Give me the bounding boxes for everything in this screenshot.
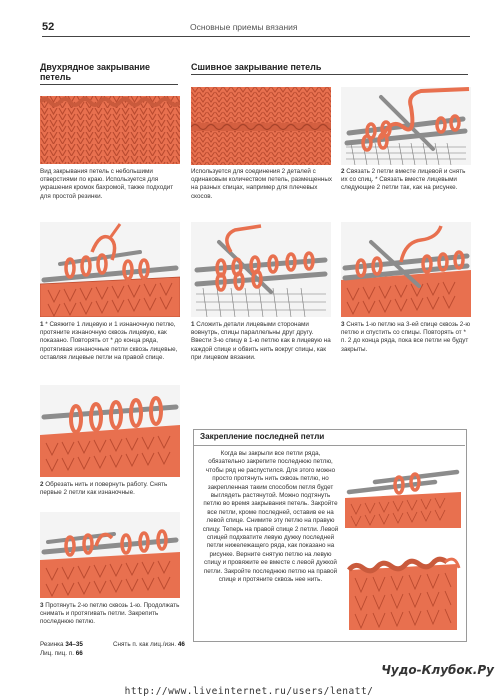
caption-step1-two-row-text: * Свяжите 1 лицевую и 1 изнаночную петлю, протяните изнаночную сквозь лицевую, как показано. Повторять от * до конца ряда, протягивая изнаночные петли сквозь лицевые, оставляя лицевые петли на правой спице. bbox=[40, 321, 178, 361]
caption-step2-two-row bbox=[40, 481, 182, 497]
footer-line2 bbox=[40, 650, 83, 658]
caption-step3-seam-text: Снять 1-ю петлю на 3-ей спице сквозь 2-ю петлю и спустить со спицы. Повторять от * п. 2 до конца ряда, пока все петли не будут закрыты. bbox=[341, 321, 471, 353]
caption-step2-two-row-text: Обрезать нить и повернуть работу. Снять первые 2 петли как изнаночные. bbox=[40, 481, 168, 497]
illustration-step3-seam bbox=[341, 222, 471, 317]
caption-edge-text: Вид закрывания петель с небольшими отверстиями по краю. Используется для украшения кромок бахромой, также подходит для простой резинки. bbox=[40, 168, 174, 200]
footer-ref-slip bbox=[113, 641, 185, 649]
footer-ref-knit-page: 66 bbox=[75, 650, 83, 657]
running-title: Основные приемы вязания bbox=[190, 22, 298, 32]
caption-step3-two-row bbox=[40, 602, 182, 627]
footer-ref-slip-label: Снять п. как лиц./изн. bbox=[113, 641, 177, 648]
section-title-seam: Сшивное закрывание петель bbox=[191, 62, 468, 75]
caption-step2-seam bbox=[341, 168, 471, 193]
section-title-two-row: Двухрядное закрывание петель bbox=[40, 62, 178, 85]
footer-ref-rib: Резинка bbox=[40, 641, 64, 648]
photo-edge-bind-off bbox=[40, 96, 180, 164]
info-box-text: Когда вы закрыли все петли ряда, обязательно закрепите последнюю петлю, чтобы ряд не распустился. Для этого можно просто протянуть нить сквозь петлю, но закрепленная таким способом петля будет выглядеть растянутой. Можно подтянуть петлю во время закрывания петель. Закройте все петли, кроме последней, оставив ее на левой спице. Снимите эту петлю на правую спицу. Теперь на правой спице 2 петли. Левой спицей подхватите левую дужку последней петли нижележащего ряда, как показано на рисунке. Верните снятую петлю на левую спицу и провяжите ее вместе с левой дужкой петли. Закройте последнюю петлю на правой спице и протяните сквозь нее нить. bbox=[202, 450, 339, 584]
illustration-last-stitch-needles bbox=[345, 452, 461, 528]
caption-edge bbox=[40, 168, 182, 201]
caption-step3-two-row-text: Протянуть 2-ю петлю сквозь 1-ю. Продолжать снимать и протягивать петли. Закрепить последнюю петлю. bbox=[40, 602, 180, 626]
illustration-step1-seam bbox=[191, 222, 331, 317]
footer-ref-slip-page: 46 bbox=[177, 641, 185, 648]
caption-step3-seam-num: 3 bbox=[341, 321, 345, 328]
footer-line1 bbox=[40, 641, 83, 649]
caption-step1-seam-num: 1 bbox=[191, 321, 195, 328]
info-box-title: Закрепление последней петли bbox=[200, 432, 325, 441]
caption-step2-two-row-num: 2 bbox=[40, 481, 44, 488]
illustration-last-stitch-edge bbox=[345, 550, 461, 630]
caption-step1-seam bbox=[191, 321, 333, 362]
site-logo: Чудо-Клубок.Ру bbox=[381, 663, 494, 677]
illustration-step2-two-row bbox=[40, 385, 180, 477]
caption-step2-seam-text: Связать 2 петли вместе лицевой и снять их со спиц. * Связать вместе лицевыми следующие 2 петли так, как на рисунке. bbox=[341, 168, 466, 192]
photo-seam-bind-off bbox=[191, 87, 331, 165]
caption-step2-seam-num: 2 bbox=[341, 168, 345, 175]
caption-step1-two-row-num: 1 bbox=[40, 321, 44, 328]
caption-step1-two-row bbox=[40, 321, 182, 362]
illustration-step3-two-row bbox=[40, 512, 180, 598]
caption-step1-seam-text: Сложить детали лицевыми сторонами вовнутрь, спицы параллельны друг другу. Ввести 3-ю спицу в 1-ю петлю как в лицевую на каждой спице и обвить нить вокруг спицы, как при лицевом вязании. bbox=[191, 321, 331, 361]
caption-step3-seam bbox=[341, 321, 471, 354]
illustration-step1-two-row bbox=[40, 222, 180, 317]
caption-step3-two-row-num: 3 bbox=[40, 602, 44, 609]
header-rule bbox=[42, 36, 470, 37]
footer-ref-rib-pages: 34–35 bbox=[65, 641, 83, 648]
caption-seam-text: Используется для соединения 2 деталей с одинаковым количеством петель, размещенных на разных спицах, например для плечевых скосов. bbox=[191, 168, 333, 200]
caption-seam bbox=[191, 168, 333, 201]
source-url[interactable]: http://www.liveinternet.ru/users/lenatt/ bbox=[124, 686, 374, 697]
illustration-step2-seam bbox=[341, 87, 471, 165]
page-number: 52 bbox=[42, 21, 55, 33]
footer-ref-knit: Лиц. пиц. п. bbox=[40, 650, 74, 657]
